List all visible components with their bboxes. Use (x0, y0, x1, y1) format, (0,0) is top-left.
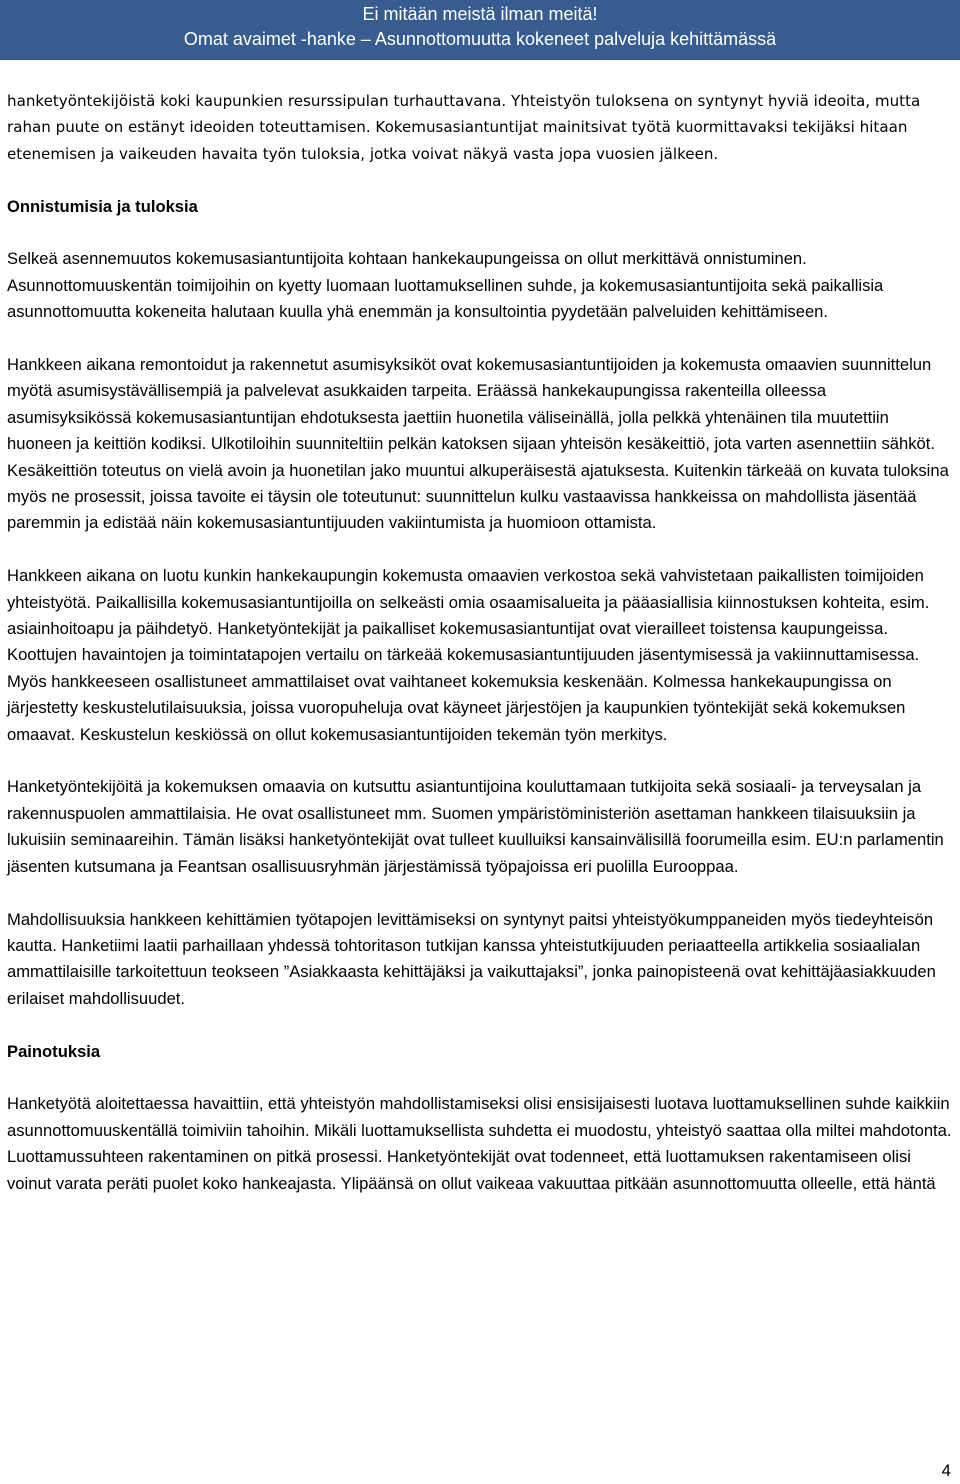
header-subtitle: Omat avaimet -hanke – Asunnottomuutta kokeneet palveluja kehittämässä (183, 29, 777, 49)
section-heading-painotuksia: Painotuksia (7, 1041, 101, 1061)
paragraph: Hankkeen aikana remontoidut ja rakennetut asumisyksiköt ovat kokemusasiantuntijoiden ja kokemusta omaavien suunnittelun myötä asumisystävällisempiä ja palvelevat asukkaiden tarpeita. Eräässä hankekaupungissa rakenteilla olleessa asumisyksikössä kokemusasiantuntijan ehdotuksesta jaettiin huonetila väliseinällä, jolla pelkkä yhtenäinen tila muutettiin huoneen ja keittiön kodiksi. Ulkotiloihin suunniteltiin pelkän katoksen sijaan yhteisön kesäkeittiö, jota varten asennettiin sähköt. Kesäkeittiön toteutus on vielä avoin ja huonetilan jako muuntui alkuperäisestä ajatuksesta. Kuitenkin tärkeää on kuvata tuloksina myös ne prosessit, joissa tavoite ei täysin ole toteutunut: suunnittelun kulku vastaavissa hankkeissa on mahdollista jäsentää paremmin ja edistää näin kokemusasiantuntijuuden vakiintumista ja huomioon ottamista. (7, 355, 949, 533)
header-title: Ei mitään meistä ilman meitä! (362, 4, 598, 24)
page-number: 4 (941, 1461, 951, 1480)
paragraph: Mahdollisuuksia hankkeen kehittämien työtapojen levittämiseksi on syntynyt paitsi yhteistyökumppaneiden myös tiedeyhteisön kautta. Hanketiimi laatii parhaillaan yhdessä tohtoritason tutkijan kanssa yhteistutkijuuden periaatteella artikkelia sosiaalialan ammattilaisille tarkoitettuun teokseen ”Asiakkaasta kehittäjäksi ja vaikuttajaksi”, jonka painopisteenä ovat kehittäjäasiakkuuden erilaiset mahdollisuudet. (7, 909, 936, 1008)
paragraph: Hanketyöntekijöitä ja kokemuksen omaavia on kutsuttu asiantuntijoina kouluttamaan tutkijoita sekä sosiaali- ja terveysalan ja rakennuspuolen ammattilaisia. He ovat osallistuneet mm. Suomen ympäristöministeriön asettaman hankkeen tilaisuuksiin ja lukuisiin seminaareihin. Tämän lisäksi hanketyöntekijät ovat tulleet kuulluiksi kansainvälisillä foorumeilla esim. EU:n parlamentin jäsenten kutsumana ja Feantsan osallisuusryhmän järjestämissä työpajoissa eri puolilla Eurooppaa. (7, 777, 944, 876)
page-header (0, 0, 960, 60)
paragraph: Hanketyötä aloitettaessa havaittiin, että yhteistyön mahdollistamiseksi olisi ensisijaisesti luotava luottamuksellinen suhde kaikkiin asunnottomuuskentällä toimiviin tahoihin. Mikäli luottamuksellista suhdetta ei muodostu, yhteistyö saattaa olla miltei mahdotonta. Luottamussuhteen rakentaminen on pitkä prosessi. Hanketyöntekijät ovat todenneet, että luottamuksen rakentamiseen olisi voinut varata peräti puolet koko hankeajasta. Ylipäänsä on ollut vaikeaa vakuuttaa pitkään asunnottomuutta olleelle, että häntä (7, 1094, 952, 1193)
intro-paragraph: hanketyöntekijöistä koki kaupunkien resurssipulan turhauttavana. Yhteistyön tuloksena on syntynyt hyviä ideoita, mutta rahan puute on estänyt ideoiden toteuttamisen. Kokemusasiantuntijat mainitsivat työtä kuormittavaksi tekijäksi hitaan etenemisen ja vaikeuden havaita työn tuloksia, jotka voivat näkyä vasta jopa vuosien jälkeen. (7, 92, 921, 163)
paragraph: Selkeä asennemuutos kokemusasiantuntijoita kohtaan hankekaupungeissa on ollut merkittävä onnistuminen. Asunnottomuuskentän toimijoihin on kyetty luomaan luottamuksellinen suhde, ja kokemusasiantuntijoita sekä paikallisia asunnottomuutta kokeneita halutaan kuulla yhä enemmän ja konsultointia pyydetään palveluiden kehittämiseen. (7, 249, 884, 322)
document-body (7, 88, 953, 1223)
paragraph: Hankkeen aikana on luotu kunkin hankekaupungin kokemusta omaavien verkostoa sekä vahvistetaan paikallisten toimijoiden yhteistyötä. Paikallisilla kokemusasiantuntijoilla on selkeästi omia osaamisalueita ja pääasiallisia kiinnostuksen kohteita, esim. asiainhoitoapu ja päihdetyö. Hanketyöntekijät ja paikalliset kokemusasiantuntijat ovat vierailleet toistensa kaupungeissa. Koottujen havaintojen ja toimintatapojen vertailu on tärkeää kokemusasiantuntijuuden jäsentymisessä ja vakiinnuttamisessa. Myös hankkeeseen osallistuneet ammattilaiset ovat vaihtaneet kokemuksia keskenään. Kolmessa hankekaupungissa on järjestetty keskustelutilaisuuksia, joissa vuoropuheluja ovat käyneet järjestöjen ja kaupunkien työntekijät sekä kokemuksen omaavat. Keskustelun keskiössä on ollut kokemusasiantuntijoiden tekemän työn merkitys. (7, 566, 930, 744)
section-heading-onnistumisia: Onnistumisia ja tuloksia (7, 196, 198, 216)
